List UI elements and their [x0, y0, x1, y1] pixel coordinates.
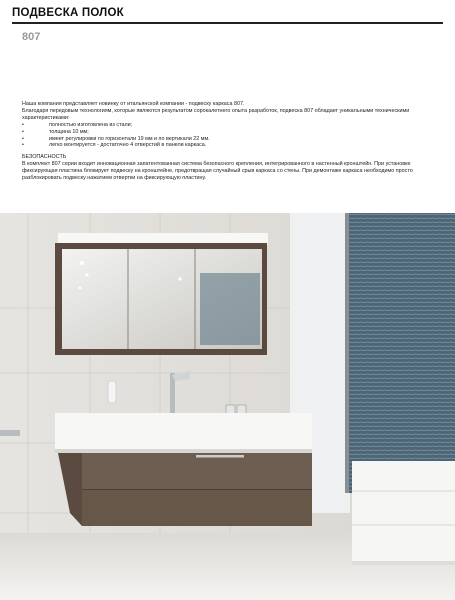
feature-item: • имеет регулировки по горизонтали 19 мм и по вертикали 22 мм. — [22, 136, 442, 143]
intro-line-2: Благодаря передовым технологиям, которые являются результатом сорокалетнего опыта разработок, подвеска 807 обладает уникальными техническими характеристиками: — [22, 107, 410, 121]
safety-text: В комплект 807 серии входит инновационная запатентованная система безопасного крепления, интегрированного в настенный кронштейн. При установке фиксирующая пластина блокирует подвеску на кронштейне, предотвращая случайный срыв каркаса со стены. При демонтаже каркаса необходимо просто разблокировать подвеску нажатием отвертки на фиксирующую пластину. — [22, 161, 413, 182]
page-title: ПОДВЕСКА ПОЛОК — [12, 7, 124, 19]
product-code: 807 — [22, 31, 41, 43]
page-header — [12, 4, 443, 24]
intro-line-1: Наша компания представляет новинку от итальянской компании - подвеску каркаса 807. — [22, 101, 245, 107]
header-divider — [12, 22, 443, 24]
safety-title: БЕЗОПАСНОСТЬ — [22, 154, 67, 161]
feature-item: • полностью изготовлена из стали; — [22, 122, 442, 129]
feature-item: • толщина 10 мм; — [22, 129, 442, 136]
description-block — [22, 101, 442, 182]
feature-list — [22, 122, 442, 150]
bathroom-photo — [0, 213, 455, 600]
feature-item: • легко монтируется - достаточно 4 отверстий в панели каркаса. — [22, 142, 442, 149]
